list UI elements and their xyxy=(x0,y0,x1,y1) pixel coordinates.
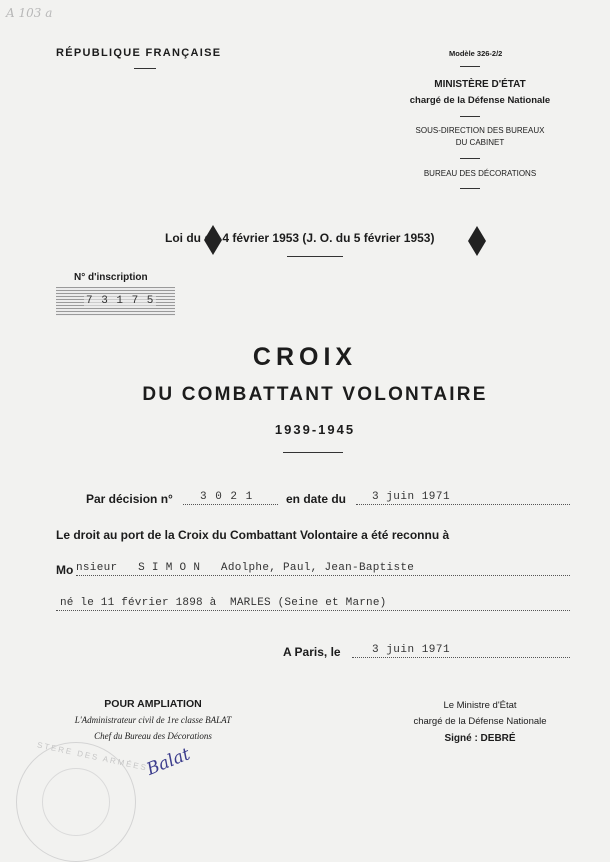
diamond-mark-left xyxy=(204,225,222,255)
place-date-line xyxy=(352,657,570,658)
title-years: 1939-1945 xyxy=(274,422,356,437)
birth-line xyxy=(56,610,570,611)
law-underline xyxy=(287,256,343,257)
inscription-label: N° d'inscription xyxy=(74,272,148,283)
birth-details: né le 11 février 1898 à MARLES (Seine et Marne) xyxy=(60,597,387,609)
place-label: A Paris, le xyxy=(283,645,341,659)
decision-date-line xyxy=(356,504,570,505)
bureau-rule xyxy=(460,188,480,189)
ampliation-title: POUR AMPLIATION xyxy=(104,698,202,710)
recipient-line xyxy=(76,575,570,576)
law-prefix: Loi du xyxy=(165,231,201,245)
handwritten-signature: Balat xyxy=(143,744,194,780)
subdirection-line2: DU CABINET xyxy=(455,138,505,147)
decision-label: Par décision n° xyxy=(86,492,173,506)
administrator-line: L'Administrateur civil de 1re classe BALAT xyxy=(74,715,232,725)
title-croix: CROIX xyxy=(252,343,358,371)
title-rule xyxy=(283,452,343,453)
decision-date-label: en date du xyxy=(286,492,347,506)
stamp-inner-ring xyxy=(42,768,110,836)
stamp-text: STERE DES ARMÉES xyxy=(36,740,149,773)
place-date: 3 juin 1971 xyxy=(372,644,451,656)
ministry-title: MINISTÈRE D'ÉTAT xyxy=(434,79,526,90)
ministry-rule xyxy=(460,116,480,117)
bureau-name: BUREAU DES DÉCORATIONS xyxy=(423,169,537,178)
corner-pencil-note: A 103 a xyxy=(6,6,53,20)
recipient-name: nsieur S I M O N Adolphe, Paul, Jean-Baptiste xyxy=(76,562,415,574)
recipient-prefix: Mo xyxy=(56,563,74,577)
law-date: 4 février 1953 (J. O. du 5 février 1953) xyxy=(222,231,435,245)
header-left-rule xyxy=(134,68,156,69)
decision-number: 3 0 2 1 xyxy=(200,491,254,503)
diamond-mark-right xyxy=(468,226,486,256)
model-rule xyxy=(460,66,480,67)
bureau-chief-line: Chef du Bureau des Décorations xyxy=(94,731,212,741)
subdirection-line1: SOUS-DIRECTION DES BUREAUX xyxy=(415,126,545,135)
model-number: Modèle 326-2/2 xyxy=(449,49,503,58)
minister-title: Le Ministre d'État xyxy=(443,700,517,711)
republic-header: RÉPUBLIQUE FRANÇAISE xyxy=(56,47,222,59)
decision-date: 3 juin 1971 xyxy=(372,491,451,503)
ministry-subtitle: chargé de la Défense Nationale xyxy=(409,95,551,106)
inscription-number: 7 3 1 7 5 xyxy=(86,295,155,307)
inscription-box xyxy=(56,287,175,316)
subdirection-rule xyxy=(460,158,480,159)
title-combattant: DU COMBATTANT VOLONTAIRE xyxy=(142,384,488,405)
recognition-statement: Le droit au port de la Croix du Combattant Volontaire a été reconnu à xyxy=(56,528,450,542)
minister-subtitle: chargé de la Défense Nationale xyxy=(413,716,547,727)
decision-number-line xyxy=(183,504,278,505)
minister-signature: Signé : DEBRÉ xyxy=(444,733,516,744)
